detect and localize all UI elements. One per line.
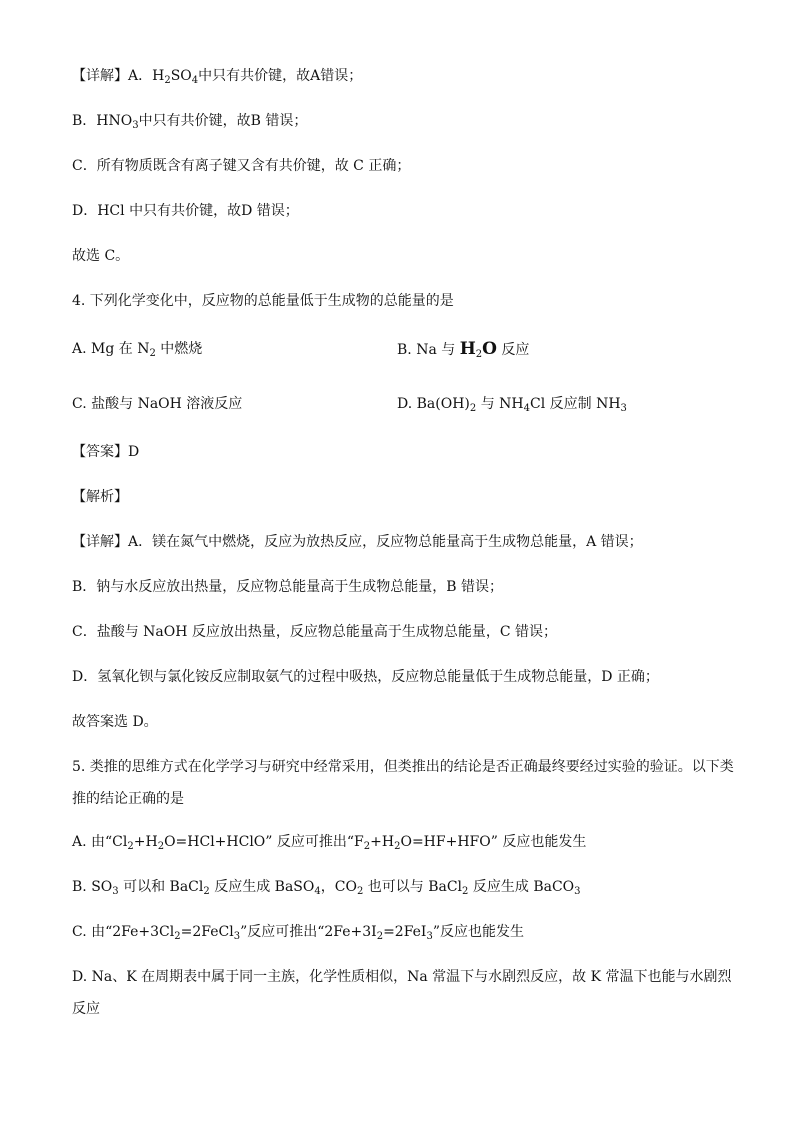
- q5-option-d: D. Na、K 在周期表中属于同一主族，化学性质相似，Na 常温下与水剧烈反应，故 K 常温下也能与水剧烈反应: [72, 969, 732, 1017]
- q4-option-d: D. $Ba(OH)_2$ 与 $NH_4Cl$ 反应制 $NH_3$: [397, 396, 627, 414]
- q4-option-a: A. Mg 在 $N_2$ 中燃烧: [72, 341, 203, 359]
- q4-conclusion: 故答案选 D。: [72, 714, 158, 730]
- q4-explain-d: D．氢氧化钡与氯化铵反应制取氨气的过程中吸热，反应物总能量低于生成物总能量，D 正确；: [72, 669, 659, 685]
- q4-option-c: C. 盐酸与 NaOH 溶液反应: [72, 396, 243, 412]
- q3-explain-c: C．所有物质既含有离子键又含有共价键，故 C 正确；: [72, 158, 411, 174]
- q4-stem: 4. 下列化学变化中，反应物的总能量低于生成物的总能量的是: [72, 293, 454, 309]
- q4-option-b: B. Na 与 $H_2O$ 反应: [397, 339, 530, 360]
- q5-option-b: B. $SO_3$ 可以和 BaCl$_2$ 反应生成 BaSO$_4$，$CO_2$ 也可以与 BaCl$_2$ 反应生成 BaCO$_3$: [72, 879, 581, 897]
- q4-explain-a: 【详解】A．镁在氮气中燃烧，反应为放热反应，反应物总能量高于生成物总能量，A 错误；: [72, 534, 643, 550]
- q3-explain-b: B．$HNO_3$中只有共价键，故B 错误；: [72, 113, 308, 131]
- q4-analysis-heading: 【解析】: [72, 489, 128, 505]
- q5-option-a: A. 由“$Cl_2+H_2O=HCl+HClO$” 反应可推出“$F_2+H_2O=HF+HFO$” 反应也能发生: [72, 834, 587, 852]
- q4-answer: 【答案】D: [72, 444, 140, 460]
- q5-stem: 5. 类推的思维方式在化学学习与研究中经常采用，但类推出的结论是否正确最终要经过实验的验证。以下类推的结论正确的是: [72, 759, 734, 807]
- q3-conclusion: 故选 C。: [72, 248, 130, 264]
- q4-explain-b: B．钠与水反应放出热量，反应物总能量高于生成物总能量，B 错误；: [72, 579, 504, 595]
- q3-explain-a: 【详解】A．$H_2SO_4$中只有共价键，故A错误；: [72, 68, 363, 86]
- q5-option-c: C. 由“$2Fe+3Cl_2=2FeCl_3$”反应可推出“$2Fe+3I_2=2FeI_3$”反应也能发生: [72, 924, 525, 942]
- q4-explain-c: C．盐酸与 NaOH 反应放出热量，反应物总能量高于生成物总能量，C 错误；: [72, 624, 558, 640]
- q3-explain-d: D．HCl 中只有共价键，故D 错误；: [72, 203, 299, 219]
